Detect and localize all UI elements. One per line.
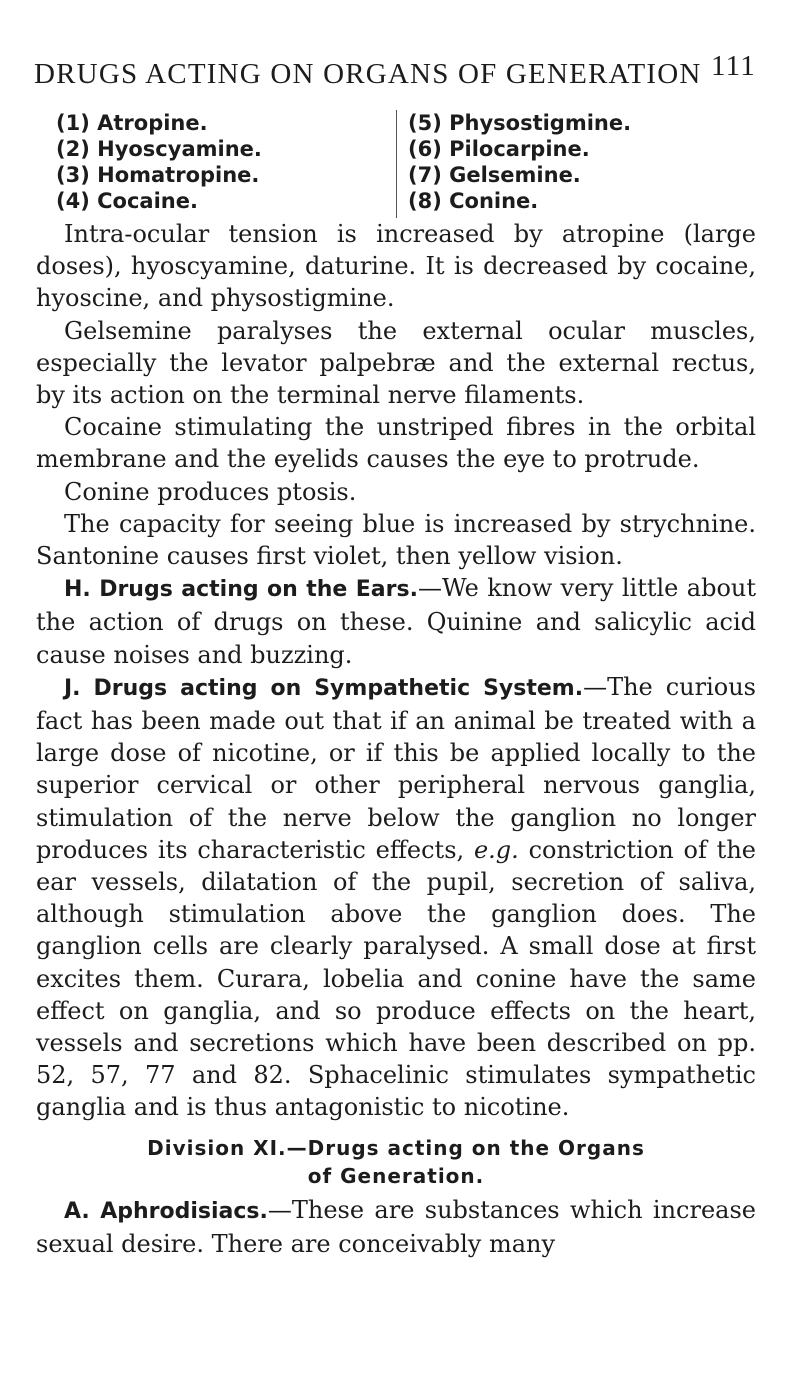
drug-list-left-column xyxy=(56,110,262,214)
body-text xyxy=(36,218,756,1260)
paragraph-sympathetic-eg: e.g. xyxy=(473,835,519,864)
paragraph-conine: Conine produces ptosis. xyxy=(64,477,357,506)
division-heading-line-2: of Generation. xyxy=(307,1163,485,1188)
paragraph-ears xyxy=(36,572,756,671)
paragraph-sympathetic-text-a: —The curious fact has been made out that if an animal be treated with a large dose of nicotine, or if this be applied locally to the superior cervical or other peripheral nervous ganglia, stimulation of the nerve below the ganglion no longer produces its characteristic effects, xyxy=(36,672,756,864)
drug-list-item: (8) Conine. xyxy=(408,189,539,213)
drug-list-item: (6) Pilocarpine. xyxy=(408,137,590,161)
drug-list-item: (7) Gelsemine. xyxy=(408,163,581,187)
paragraph-sympathetic xyxy=(36,671,756,1124)
column-divider xyxy=(396,110,397,218)
drug-list-item: (1) Atropine. xyxy=(56,111,208,135)
paragraph-gelsemine: Gelsemine paralyses the external ocular muscles, especially the levator palpebræ and the external rectus, by its action on the terminal nerve filaments. xyxy=(36,316,756,410)
paragraph-aphrodisiacs-text: —These are substances which increase sexual desire. There are conceivably many xyxy=(36,1195,756,1258)
drug-list-item: (3) Homatropine. xyxy=(56,163,260,187)
drug-list-item: (5) Physostigmine. xyxy=(408,111,632,135)
section-heading-aphrodisiacs: A. Aphrodisiacs. xyxy=(64,1198,268,1224)
drug-list-right-column xyxy=(408,110,631,214)
paragraph-aphrodisiacs xyxy=(36,1194,756,1260)
division-heading xyxy=(36,1134,756,1190)
paragraph-cocaine: Cocaine stimulating the unstriped fibres in the orbital membrane and the eyelids causes the eye to protrude. xyxy=(36,413,756,474)
running-head-title: DRUGS ACTING ON ORGANS OF GENERATION xyxy=(34,58,702,90)
paragraph-ears-text: —We know very little about the action of drugs on these. Quinine and salicylic acid cause noises and buzzing. xyxy=(36,574,756,669)
drug-list-item: (2) Hyoscyamine. xyxy=(56,137,262,161)
drug-list-item: (4) Cocaine. xyxy=(56,189,198,213)
section-heading-ears: H. Drugs acting on the Ears. xyxy=(64,577,418,603)
paragraph-sympathetic-text-b: constriction of the ear vessels, dilatation of the pupil, secretion of saliva, although stimulation above the ganglion does. The ganglion cells are clearly paralysed. A small dose at first excites them. Curara, lobelia and conine have the same effect on ganglia, and so produce effects on the heart, vessels and secretions which have been described on pp. 52, 57, 77 and 82. Sphacelinic stimulates sympathetic ganglia and is thus antagonistic to nicotine. xyxy=(36,835,756,1122)
section-heading-sympathetic: J. Drugs acting on Sympathetic System. xyxy=(64,675,584,701)
paragraph-blue-vision: The capacity for seeing blue is increased by strychnine. Santonine causes first violet, then yellow vision. xyxy=(36,509,756,571)
running-head xyxy=(34,50,784,90)
page-number: 111 xyxy=(711,50,756,82)
paragraph-intraocular-tension: Intra-ocular tension is increased by atropine (large doses), hyoscyamine, daturine. It is decreased by cocaine, hyoscine, and physostigmine. xyxy=(36,220,756,313)
division-heading-line-1: Division XI.—Drugs acting on the Organs xyxy=(147,1135,645,1160)
